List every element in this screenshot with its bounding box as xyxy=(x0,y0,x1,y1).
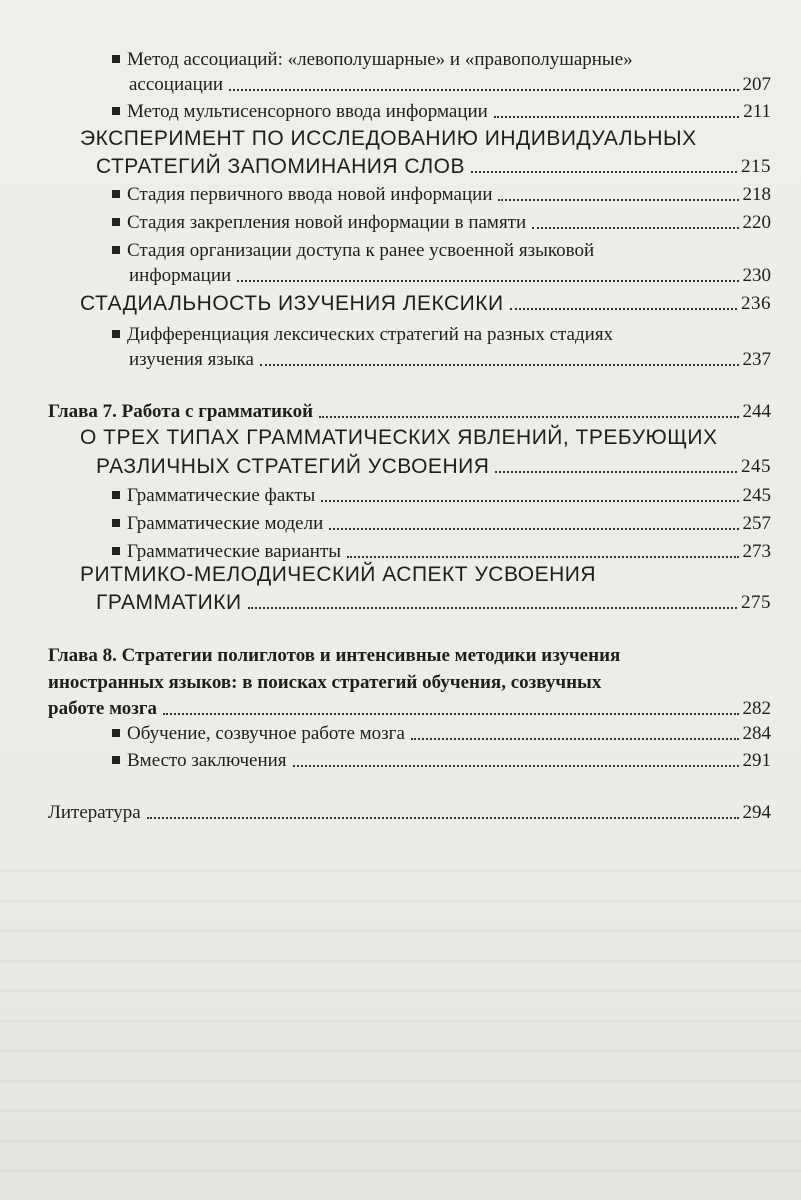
leader-dots xyxy=(329,527,738,530)
bullet-icon xyxy=(112,756,120,764)
leader-dots xyxy=(237,279,738,282)
leader-dots xyxy=(498,198,738,201)
section-heading: ЭКСПЕРИМЕНТ ПО ИССЛЕДОВАНИЮ ИНДИВИДУАЛЬНЫХ xyxy=(80,127,697,150)
toc-entry-text: ассоциации xyxy=(129,74,224,95)
section-heading: РИТМИКО-МЕЛОДИЧЕСКИЙ АСПЕКТ УСВОЕНИЯ xyxy=(80,563,597,586)
chapter-title: работе мозга xyxy=(48,698,158,719)
leader-dots xyxy=(495,470,737,473)
page-number: 282 xyxy=(742,698,771,719)
section-heading: СТАДИАЛЬНОСТЬ ИЗУЧЕНИЯ ЛЕКСИКИ xyxy=(80,292,504,315)
toc-entry[interactable] xyxy=(96,455,771,479)
section-heading: О ТРЕХ ТИПАХ ГРАММАТИЧЕСКИХ ЯВЛЕНИЙ, ТРЕБУЮЩИХ xyxy=(80,426,718,449)
toc-entry[interactable] xyxy=(48,801,771,825)
toc-entry[interactable] xyxy=(112,211,771,235)
bullet-icon xyxy=(112,246,120,254)
toc-entry[interactable] xyxy=(112,100,771,124)
leader-dots xyxy=(471,170,737,173)
leader-dots xyxy=(532,226,738,229)
toc-entry[interactable] xyxy=(80,292,771,316)
toc-entry-line xyxy=(112,48,633,72)
toc-entry[interactable] xyxy=(129,348,771,372)
leader-dots xyxy=(494,115,739,118)
page-number: 218 xyxy=(742,184,771,205)
toc-entry-text: Метод мультисенсорного ввода информации xyxy=(112,100,488,124)
toc-entry[interactable] xyxy=(129,264,771,288)
leader-dots xyxy=(510,307,737,310)
toc-entry-text: Грамматические факты xyxy=(112,484,315,508)
toc-entry-text: информации xyxy=(129,265,232,286)
page-number: 257 xyxy=(742,513,771,534)
toc-entry[interactable] xyxy=(112,749,771,773)
toc-entry-text: Дифференциация лексических стратегий на разных стадиях xyxy=(127,324,614,345)
page-number: 245 xyxy=(742,485,771,506)
toc-entry-text: Вместо заключения xyxy=(112,749,287,773)
page-number: 275 xyxy=(741,592,771,613)
page-number: 244 xyxy=(742,401,771,422)
bullet-icon xyxy=(112,547,120,555)
bullet-icon xyxy=(112,519,120,527)
bullet-icon xyxy=(112,190,120,198)
page-number: 220 xyxy=(742,212,771,233)
page-number: 237 xyxy=(742,349,771,370)
chapter-title: Глава 8. Стратегии полиглотов и интенсивные методики изучения xyxy=(48,645,621,666)
page-number: 273 xyxy=(742,541,771,562)
page-number: 284 xyxy=(742,723,771,744)
bullet-icon xyxy=(112,491,120,499)
toc-entry[interactable] xyxy=(112,484,771,508)
toc-entry-text: Стадия закрепления новой информации в памяти xyxy=(112,211,526,235)
leader-dots xyxy=(147,816,739,819)
bullet-icon xyxy=(112,218,120,226)
toc-entry-text: Стадия первичного ввода новой информации xyxy=(112,183,492,207)
leader-dots xyxy=(293,764,739,767)
page-number: 291 xyxy=(742,750,771,771)
section-heading: ГРАММАТИКИ xyxy=(96,591,242,614)
bullet-icon xyxy=(112,107,120,115)
toc-entry-text: Стадия организации доступа к ранее усвоенной языковой xyxy=(127,240,595,261)
leader-dots xyxy=(411,737,739,740)
chapter-title: Глава 7. Работа с грамматикой xyxy=(48,401,314,422)
toc-entry[interactable] xyxy=(96,591,771,615)
page-number: 211 xyxy=(743,101,771,122)
toc-entry-text: изучения языка xyxy=(129,349,254,370)
toc-entry[interactable] xyxy=(129,73,771,97)
toc-entry[interactable] xyxy=(112,183,771,207)
page-number: 294 xyxy=(742,802,771,823)
section-heading: СТРАТЕГИЙ ЗАПОМИНАНИЯ СЛОВ xyxy=(96,155,465,178)
toc-entry-line xyxy=(112,239,594,263)
toc-chapter[interactable] xyxy=(48,697,771,721)
leader-dots xyxy=(319,415,738,418)
bullet-icon xyxy=(112,330,120,338)
leader-dots xyxy=(163,712,738,715)
section-heading: РАЗЛИЧНЫХ СТРАТЕГИЙ УСВОЕНИЯ xyxy=(96,455,490,478)
toc-entry-text: Литература xyxy=(48,802,141,823)
toc-entry-text: Грамматические варианты xyxy=(112,540,341,564)
page-number: 215 xyxy=(741,156,771,177)
page-number: 230 xyxy=(742,265,771,286)
page-number: 236 xyxy=(741,293,771,314)
chapter-title: иностранных языков: в поисках стратегий обучения, созвучных xyxy=(48,672,602,693)
toc-entry-line xyxy=(112,323,613,347)
toc-entry[interactable] xyxy=(112,512,771,536)
leader-dots xyxy=(260,363,739,366)
bleed-through-area xyxy=(0,870,801,1200)
leader-dots xyxy=(347,555,738,558)
toc-entry[interactable] xyxy=(96,155,771,179)
toc-entry-text: Обучение, созвучное работе мозга xyxy=(112,722,405,746)
leader-dots xyxy=(248,606,737,609)
toc-entry[interactable] xyxy=(112,722,771,746)
toc-chapter[interactable] xyxy=(48,400,771,424)
bullet-icon xyxy=(112,729,120,737)
bullet-icon xyxy=(112,55,120,63)
leader-dots xyxy=(321,499,738,502)
toc-entry[interactable] xyxy=(112,540,771,564)
page-number: 207 xyxy=(742,74,771,95)
page-number: 245 xyxy=(741,456,771,477)
toc-entry-text: Грамматические модели xyxy=(112,512,323,536)
toc-entry-text: Метод ассоциаций: «левополушарные» и «правополушарные» xyxy=(127,49,633,70)
leader-dots xyxy=(229,88,738,91)
